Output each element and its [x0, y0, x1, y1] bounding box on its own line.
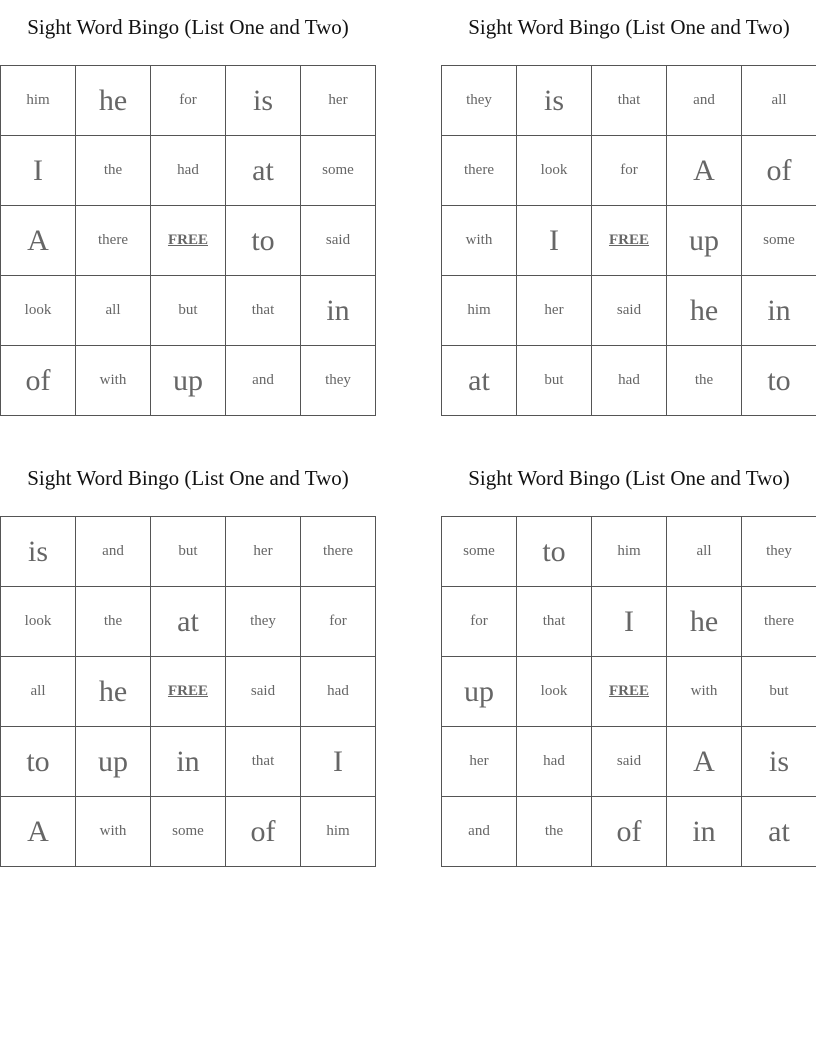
bingo-cell: that [226, 276, 301, 346]
bingo-cell: that [226, 727, 301, 797]
bingo-cell: is [226, 66, 301, 136]
bingo-cell: the [76, 587, 151, 657]
bingo-cell: some [442, 517, 517, 587]
bingo-cell: had [301, 657, 376, 727]
bingo-cell: at [442, 346, 517, 416]
grid-row [1, 797, 376, 867]
card-title: Sight Word Bingo (List One and Two) [468, 466, 790, 490]
bingo-cell: said [226, 657, 301, 727]
bingo-cell: in [667, 797, 742, 867]
bingo-card-4 [441, 461, 816, 848]
bingo-cell: to [742, 346, 816, 416]
bingo-cell: had [592, 346, 667, 416]
bingo-cell: some [151, 797, 226, 867]
card-title: Sight Word Bingo (List One and Two) [27, 15, 349, 39]
grid-row [442, 797, 816, 867]
free-space: FREE [592, 657, 667, 727]
bingo-cell: A [667, 136, 742, 206]
bingo-cell: up [76, 727, 151, 797]
bingo-cell: is [517, 66, 592, 136]
bingo-cell: look [1, 587, 76, 657]
bingo-cell: said [592, 727, 667, 797]
bingo-cell: with [667, 657, 742, 727]
bingo-cell: he [76, 66, 151, 136]
bingo-cell: look [517, 657, 592, 727]
grid-row [1, 587, 376, 657]
bingo-cell: said [592, 276, 667, 346]
bingo-cell: all [1, 657, 76, 727]
bingo-cell: in [301, 276, 376, 346]
bingo-cell: him [301, 797, 376, 867]
bingo-grid [441, 516, 816, 867]
bingo-cell: her [301, 66, 376, 136]
grid-row [1, 206, 376, 276]
bingo-cell: her [226, 517, 301, 587]
card-title: Sight Word Bingo (List One and Two) [468, 15, 790, 39]
bingo-cell: some [301, 136, 376, 206]
bingo-cell: to [226, 206, 301, 276]
bingo-cell: up [442, 657, 517, 727]
bingo-cell: of [1, 346, 76, 416]
bingo-cell: and [442, 797, 517, 867]
bingo-cell: they [742, 517, 816, 587]
bingo-cell: all [742, 66, 816, 136]
bingo-cell: her [442, 727, 517, 797]
grid-row [1, 66, 376, 136]
bingo-cell: for [442, 587, 517, 657]
bingo-cell: to [517, 517, 592, 587]
bingo-cell: of [226, 797, 301, 867]
bingo-cell: I [1, 136, 76, 206]
bingo-cell: all [76, 276, 151, 346]
free-space: FREE [151, 206, 226, 276]
bingo-cell: there [742, 587, 816, 657]
bingo-cell: is [742, 727, 816, 797]
bingo-cell: up [151, 346, 226, 416]
bingo-grid [441, 65, 816, 416]
bingo-cell: all [667, 517, 742, 587]
bingo-cell: A [1, 797, 76, 867]
bingo-cell: but [151, 276, 226, 346]
bingo-cell: that [592, 66, 667, 136]
grid-row [1, 727, 376, 797]
bingo-cell: there [442, 136, 517, 206]
bingo-cell: for [301, 587, 376, 657]
bingo-cell: at [151, 587, 226, 657]
grid-row [1, 517, 376, 587]
bingo-cell: to [1, 727, 76, 797]
bingo-cell: said [301, 206, 376, 276]
bingo-cell: in [151, 727, 226, 797]
bingo-cell: the [517, 797, 592, 867]
bingo-cell: of [592, 797, 667, 867]
grid-row [442, 136, 816, 206]
bingo-cell: for [592, 136, 667, 206]
bingo-cell: and [667, 66, 742, 136]
grid-row [1, 136, 376, 206]
bingo-cell: I [517, 206, 592, 276]
grid-row [1, 276, 376, 346]
bingo-cell: I [592, 587, 667, 657]
bingo-grid [0, 516, 376, 867]
bingo-grid [0, 65, 376, 416]
bingo-cell: for [151, 66, 226, 136]
bingo-cell: there [76, 206, 151, 276]
bingo-card-1 [0, 10, 376, 397]
free-space: FREE [151, 657, 226, 727]
bingo-cell: him [1, 66, 76, 136]
bingo-cell: the [76, 136, 151, 206]
bingo-cell: there [301, 517, 376, 587]
grid-row [442, 657, 816, 727]
grid-row [442, 276, 816, 346]
bingo-card-3 [0, 461, 376, 848]
bingo-cell: with [76, 797, 151, 867]
bingo-cell: some [742, 206, 816, 276]
bingo-cell: he [667, 587, 742, 657]
grid-row [442, 346, 816, 416]
bingo-cell: him [442, 276, 517, 346]
grid-row [442, 206, 816, 276]
bingo-card-2 [441, 10, 816, 397]
bingo-cell: they [226, 587, 301, 657]
grid-row [442, 727, 816, 797]
bingo-cell: A [667, 727, 742, 797]
bingo-cell: he [76, 657, 151, 727]
grid-row [1, 657, 376, 727]
bingo-cell: that [517, 587, 592, 657]
bingo-cell: they [301, 346, 376, 416]
free-space: FREE [592, 206, 667, 276]
grid-row [442, 587, 816, 657]
bingo-cell: him [592, 517, 667, 587]
grid-row [442, 66, 816, 136]
bingo-cell: he [667, 276, 742, 346]
bingo-cell: up [667, 206, 742, 276]
bingo-cell: but [517, 346, 592, 416]
bingo-cell: of [742, 136, 816, 206]
bingo-cell: had [151, 136, 226, 206]
bingo-cell: in [742, 276, 816, 346]
bingo-cell: with [442, 206, 517, 276]
bingo-cell: and [226, 346, 301, 416]
bingo-cell: with [76, 346, 151, 416]
bingo-cell: at [226, 136, 301, 206]
bingo-cell: at [742, 797, 816, 867]
bingo-cell: but [742, 657, 816, 727]
bingo-cell: but [151, 517, 226, 587]
bingo-cell: I [301, 727, 376, 797]
bingo-cell: look [1, 276, 76, 346]
bingo-cell: look [517, 136, 592, 206]
bingo-cell: had [517, 727, 592, 797]
card-title: Sight Word Bingo (List One and Two) [27, 466, 349, 490]
bingo-cell: A [1, 206, 76, 276]
grid-row [1, 346, 376, 416]
bingo-cell: they [442, 66, 517, 136]
bingo-cell: and [76, 517, 151, 587]
bingo-cell: is [1, 517, 76, 587]
bingo-cell: the [667, 346, 742, 416]
bingo-cell: her [517, 276, 592, 346]
grid-row [442, 517, 816, 587]
